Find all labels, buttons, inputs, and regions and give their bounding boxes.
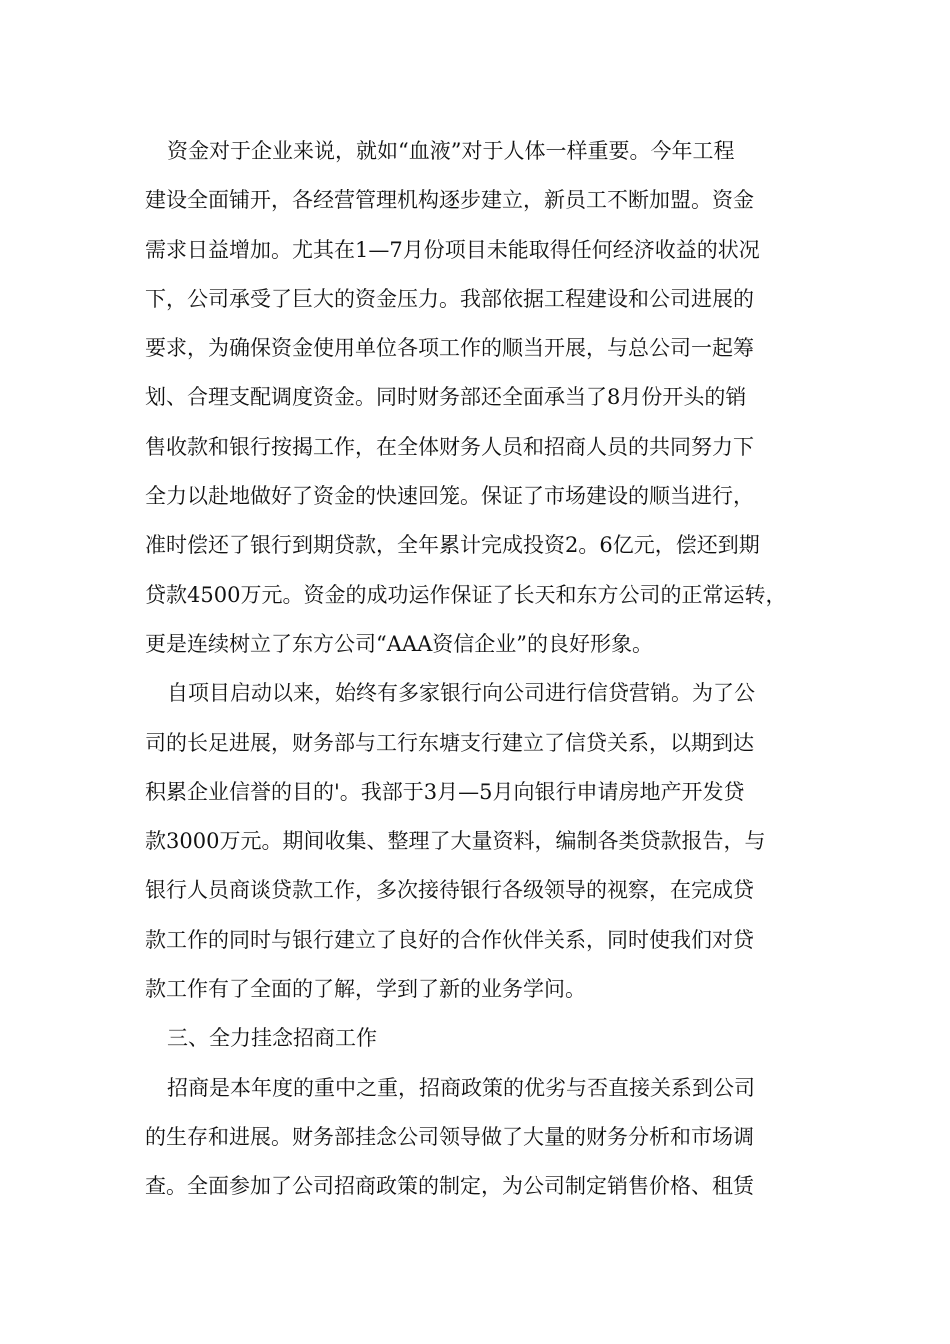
section-heading (145, 1014, 825, 1063)
paragraph-line: 要求，为确保资金使用单位各项工作的顺当开展，与总公司一起筹 (145, 336, 754, 361)
paragraph-line: 积累企业信誉的目的'。我部于3月—5月向银行申请房地产开发贷 (145, 779, 745, 804)
paragraph-line: 建设全面铺开，各经营管理机构逐步建立，新员工不断加盟。资金 (145, 188, 754, 213)
paragraph-line: 全力以赴地做好了资金的快速回笼。保证了市场建设的顺当进行， (145, 484, 754, 509)
paragraph-investment-promotion (145, 1064, 825, 1212)
paragraph-line: 需求日益增加。尤其在1—7月份项目未能取得任何经济收益的状况 (145, 237, 760, 262)
paragraph-line: 划、合理支配调度资金。同时财务部还全面承当了8月份开头的销 (145, 385, 747, 410)
paragraph-line: 售收款和银行按揭工作，在全体财务人员和招商人员的共同努力下 (145, 434, 754, 459)
paragraph-line: 下，公司承受了巨大的资金压力。我部依据工程建设和公司进展的 (145, 286, 754, 311)
paragraph-capital-management (145, 127, 825, 669)
paragraph-line: 查。全面参加了公司招商政策的制定，为公司制定销售价格、租赁 (145, 1174, 754, 1199)
paragraph-line: 招商是本年度的重中之重，招商政策的优劣与否直接关系到公司 (167, 1075, 755, 1100)
paragraph-bank-credit (145, 669, 825, 1014)
paragraph-line: 款工作有了全面的了解，学到了新的业务学问。 (145, 977, 586, 1002)
paragraph-line: 的生存和进展。财务部挂念公司领导做了大量的财务分析和市场调 (145, 1124, 754, 1149)
section-heading-text: 三、全力挂念招商工作 (167, 1026, 377, 1051)
paragraph-line: 资金对于企业来说，就如“血液”对于人体一样重要。今年工程 (167, 139, 735, 163)
document-body (145, 127, 825, 1212)
paragraph-line: 自项目启动以来，始终有多家银行向公司进行信贷营销。为了公 (167, 681, 755, 706)
paragraph-line: 更是连续树立了东方公司“AAA资信企业”的良好形象。 (145, 631, 653, 656)
paragraph-line: 司的长足进展，财务部与工行东塘支行建立了信贷关系，以期到达 (145, 730, 754, 755)
paragraph-line: 款3000万元。期间收集、整理了大量资料，编制各类贷款报告，与 (145, 829, 766, 854)
paragraph-line: 银行人员商谈贷款工作，多次接待银行各级领导的视察，在完成贷 (145, 878, 754, 903)
paragraph-line: 贷款4500万元。资金的成功运作保证了长天和东方公司的正常运转， (145, 582, 787, 607)
paragraph-line: 款工作的同时与银行建立了良好的合作伙伴关系，同时使我们对贷 (145, 927, 754, 952)
paragraph-line: 准时偿还了银行到期贷款，全年累计完成投资2。6亿元，偿还到期 (145, 533, 760, 558)
